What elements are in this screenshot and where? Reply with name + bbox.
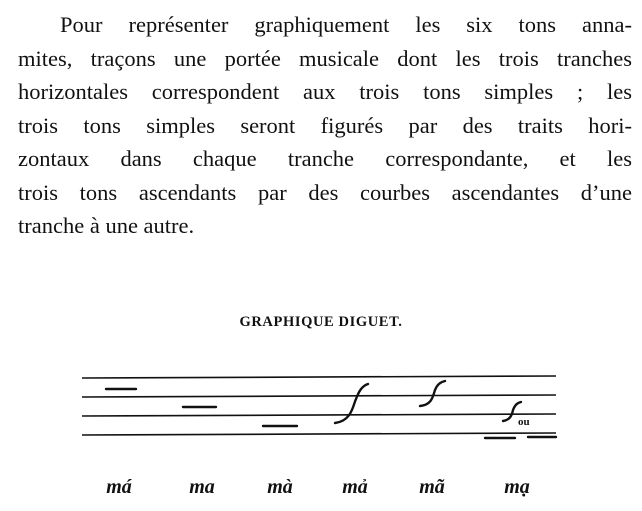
paragraph-line: trois tons ascendants par des courbes ascendantes d’une [18,179,632,205]
staff-line [82,433,556,435]
paragraph-line: trois tons simples seront figurés par des traits hori- [18,112,632,138]
paragraph-line: horizontales correspondent aux trois tons simples ; les [18,79,632,104]
tone-label-ma-tilde: mã [419,476,445,498]
paragraph-line: mites, traçons une portée musicale dont les trois tranches [18,45,632,71]
body-paragraph [18,8,632,243]
paragraph-line: zontaux dans chaque tranche correspondante, et les [18,146,632,171]
staff-line [82,376,556,378]
tone-label-ma-dot: mạ [504,476,530,498]
tone-label-ma-hook: mả [342,476,368,498]
tone-stroke-ma-tilde [420,381,445,406]
figure-annotation: ou [518,416,530,428]
tone-stroke-ma-hook [335,384,368,423]
staff-line [82,395,556,397]
figure-title: GRAPHIQUE DIGUET. [239,314,403,330]
paragraph-line: Pour représenter graphiquement les six tons anna- [60,12,632,37]
tone-label-ma-acute: má [106,476,132,498]
paragraph-line: tranche à une autre. [18,213,195,238]
tone-label-ma-grave: mà [267,476,293,498]
staff-line [82,414,556,416]
tone-staff-diagram [0,360,642,460]
tone-label-ma-level: ma [189,476,215,498]
